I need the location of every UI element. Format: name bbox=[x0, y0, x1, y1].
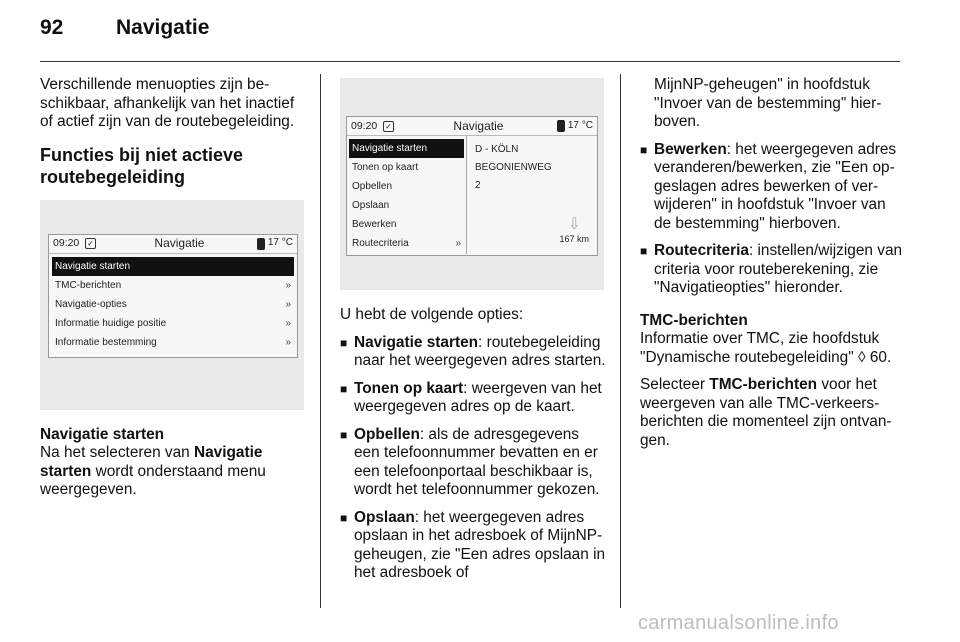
screen-status-bar bbox=[347, 117, 597, 136]
bullet-icon: ■ bbox=[340, 335, 348, 350]
screen-status-bar bbox=[49, 235, 297, 254]
thermometer-icon bbox=[557, 120, 565, 132]
arrow-down-icon: ⇩ bbox=[567, 215, 581, 233]
navigatie-starten-paragraph: Na het selecteren van Navigatie starten wordt onderstaand menu weergegeven. bbox=[40, 444, 266, 498]
intro-paragraph: Verschillende menuopties zijn beschikbaar, afhankelijk van het inactief of actief zijn van de routebegeleiding. bbox=[40, 76, 295, 130]
screenshot-address-menu bbox=[340, 78, 604, 290]
address-street: BEGONIENWEG bbox=[475, 162, 552, 173]
page-number: 92 bbox=[40, 16, 64, 39]
menu-item-routecriteria[interactable]: Routecriteria » bbox=[349, 234, 464, 253]
menu-item-navigatie-starten[interactable]: Navigatie starten bbox=[349, 139, 464, 158]
column-1 bbox=[40, 76, 304, 509]
screenshot-navigation-menu bbox=[40, 200, 304, 410]
screen-time: 09:20 bbox=[53, 237, 80, 250]
bullet-icon: ■ bbox=[340, 381, 348, 396]
screen-temperature: 17 °C bbox=[267, 237, 293, 249]
page-header bbox=[40, 16, 209, 50]
check-icon: ✓ bbox=[85, 238, 96, 249]
bullet-icon: ■ bbox=[640, 244, 648, 258]
bullet-icon: ■ bbox=[340, 510, 348, 525]
column-divider-2 bbox=[620, 74, 621, 608]
menu-item-bewerken[interactable]: Bewerken bbox=[352, 219, 397, 230]
list-item: ■ Navigatie starten: routebegeleiding naar het weergegeven adres starten. bbox=[340, 333, 606, 369]
screen-title: Navigatie bbox=[453, 118, 504, 133]
screen-body bbox=[347, 136, 597, 254]
column-3 bbox=[640, 76, 906, 459]
screen-time: 09:20 bbox=[351, 119, 378, 132]
list-item: ■ Opslaan: het weergegeven adres opslaan in het adresboek of MijnNP-geheugen, zie "Een adres opslaan in het adresboek of bbox=[340, 508, 606, 581]
address-number: 2 bbox=[475, 180, 481, 191]
chevron-right-icon: » bbox=[285, 279, 291, 291]
chevron-right-icon: » bbox=[285, 317, 291, 329]
screen-address-panel bbox=[467, 136, 597, 254]
menu-item-navigatie-starten[interactable]: Navigatie starten bbox=[52, 257, 294, 276]
screen-menu-list bbox=[49, 254, 297, 355]
menu-item-informatie-huidige-positie[interactable]: Informatie huidige positie » bbox=[52, 314, 294, 333]
list-item: ■ Tonen op kaart: weergeven van het weergegeven adres op de kaart. bbox=[340, 379, 602, 415]
header-divider bbox=[40, 61, 900, 62]
column-divider-1 bbox=[320, 74, 321, 608]
options-intro: U hebt de volgende opties: bbox=[340, 306, 524, 323]
menu-item-navigatie-opties[interactable]: Navigatie-opties » bbox=[52, 295, 294, 314]
tmc-select-paragraph: Selecteer TMC-berichten voor het weergeven van alle TMC-verkeersberichten die momenteel zijn ontvangen. bbox=[640, 376, 892, 449]
menu-item-opslaan[interactable]: Opslaan bbox=[352, 200, 390, 211]
menu-item-informatie-bestemming[interactable]: Informatie bestemming » bbox=[52, 333, 294, 352]
continued-paragraph: MijnNP-geheugen" in hoofdstuk "Invoer van de bestemming" hierboven. bbox=[654, 76, 882, 130]
menu-item-tmc-berichten[interactable]: TMC-berichten » bbox=[52, 276, 294, 295]
bullet-icon: ■ bbox=[640, 142, 648, 157]
distance-readout: 167 km bbox=[559, 233, 589, 244]
chevron-right-icon: » bbox=[285, 298, 291, 310]
column-2 bbox=[340, 76, 606, 592]
tmc-heading: TMC-berichten bbox=[640, 311, 748, 329]
bullet-icon: ■ bbox=[340, 427, 348, 442]
address-city: D - KÖLN bbox=[475, 144, 519, 155]
chevron-right-icon: » bbox=[455, 238, 461, 249]
list-item: ■ Opbellen: als de adresgegevens een telefoonnummer bevatten en er een telefoonportaal beschikbaar is, wordt het telefoonnummer gekozen. bbox=[340, 425, 600, 498]
menu-item-opbellen[interactable]: Opbellen bbox=[352, 181, 393, 192]
watermark: carmanualsonline.info bbox=[638, 612, 839, 634]
tmc-paragraph: Informatie over TMC, zie hoofdstuk "Dynamische routebegeleiding" ◊ 60. bbox=[640, 330, 892, 366]
menu-item-tonen-op-kaart[interactable]: Tonen op kaart bbox=[352, 162, 419, 173]
chevron-right-icon: » bbox=[285, 336, 291, 348]
screen-title: Navigatie bbox=[154, 236, 205, 251]
screen-menu-list bbox=[347, 136, 467, 254]
page-title: Navigatie bbox=[116, 16, 210, 39]
section-heading: Functies bij niet actieve routebegeleiding bbox=[40, 144, 244, 187]
list-item: ■ Routecriteria: instellen/wijzigen van criteria voor routeberekening, zie "Navigatieopties" hieronder. bbox=[640, 242, 903, 296]
display-screen bbox=[346, 116, 598, 256]
list-item: ■ Bewerken: het weergegeven adres veranderen/bewerken, zie "Een opgeslagen adres bewerken of verwijderen" in hoofdstuk "Invoer van de bestemming" hierboven. bbox=[640, 140, 897, 232]
subheading-navigatie-starten: Navigatie starten bbox=[40, 425, 165, 443]
display-screen bbox=[48, 234, 298, 358]
thermometer-icon bbox=[257, 238, 265, 250]
check-icon: ✓ bbox=[383, 121, 394, 132]
screen-temperature: 17 °C bbox=[567, 119, 593, 131]
